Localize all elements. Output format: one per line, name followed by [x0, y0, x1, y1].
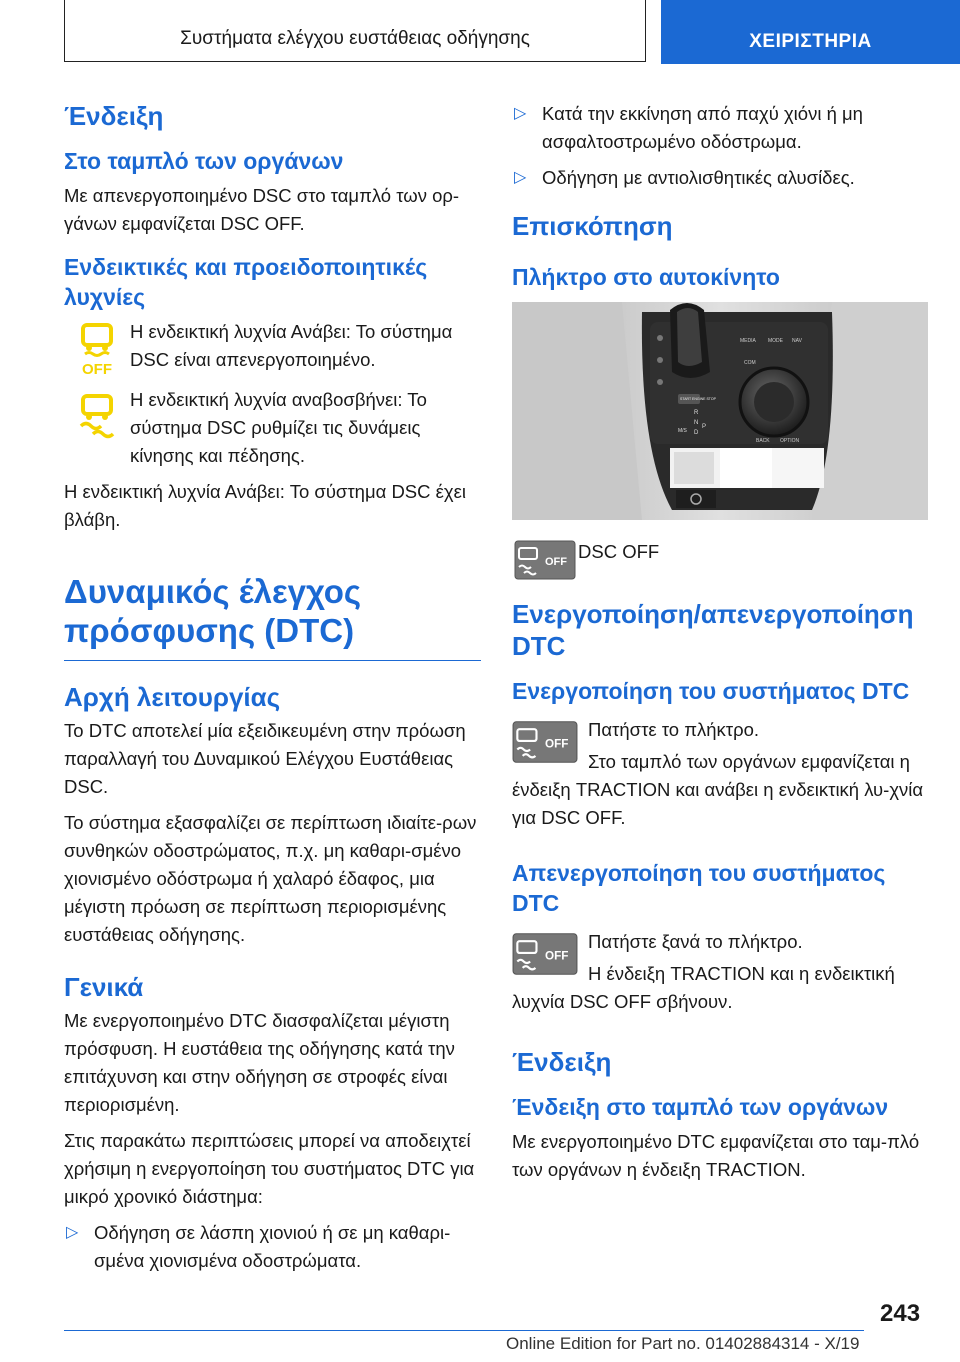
dsc-off-button-icon [512, 720, 578, 764]
section-tab[interactable]: ΧΕΙΡΙΣΤΗΡΙΑ [661, 0, 960, 64]
text-activate-2: Στο ταμπλό των οργάνων εμφανίζεται η ένδειξη TRACTION και ανάβει η ενδεικτική λυ-χνία για DSC OFF. [512, 751, 924, 828]
text-deactivate-2: Η ένδειξη TRACTION και η ενδεικτική λυχνία DSC OFF σβήνουν. [512, 963, 895, 1012]
condition-list-cont [512, 100, 928, 192]
heading-button-in-car: Πλήκτρο στο αυτοκίνητο [512, 264, 780, 290]
heading-instrument-cluster: Στο ταμπλό των οργάνων [64, 148, 344, 174]
bullet-triangle-icon: ▷ [514, 169, 527, 186]
page-number: 243 [880, 1300, 921, 1327]
lamp-text-1: Η ενδεικτική λυχνία Ανάβει: Το σύστημα DSC είναι απενεργοποιημένο. [130, 321, 453, 370]
heading-indication: Ένδειξη [64, 101, 164, 131]
text-general-1: Με ενεργοποιημένο DTC διασφαλίζεται μέγιστη πρόσφυση. Η ευστάθεια της οδήγησης κατά την επιτάχυνση και στην οδήγηση σε στροφές είναι περιορισμένη. [64, 1010, 455, 1115]
lamp-text-3: Η ενδεικτική λυχνία Ανάβει: Το σύστημα DSC έχει βλάβη. [64, 481, 466, 530]
page-header [0, 0, 960, 66]
svg-text:NAV: NAV [792, 338, 802, 344]
lamp-row-2 [64, 386, 481, 470]
heading-indication-2: Ένδειξη [512, 1047, 612, 1077]
svg-text:R: R [694, 410, 699, 416]
heading-principle: Αρχή λειτουργίας [64, 682, 281, 712]
text-activate-1: Πατήστε το πλήκτρο. [588, 719, 760, 740]
lamp-text-2: Η ενδεικτική λυχνία αναβοσβήνει: Το σύστημα DSC ρυθμίζει τις δυνάμεις κίνησης και πέδησης. [130, 389, 427, 466]
left-column [64, 100, 481, 1283]
svg-text:OPTION: OPTION [780, 438, 800, 444]
center-console-photo [512, 302, 928, 520]
dsc-off-lamp-icon [64, 318, 130, 378]
text-instrument-cluster: Με απενεργοποιημένο DSC στο ταμπλό των ορ-γάνων εμφανίζεται DSC OFF. [64, 185, 460, 234]
svg-text:OFF: OFF [82, 361, 112, 378]
dsc-off-button-icon [512, 538, 578, 580]
svg-text:OFF: OFF [545, 737, 569, 751]
svg-text:MEDIA: MEDIA [740, 338, 756, 344]
svg-text:N: N [694, 420, 699, 426]
bullet-triangle-icon: ▷ [514, 105, 527, 122]
heading-activation: Ενεργοποίηση/απενεργοποίηση DTC [512, 599, 914, 661]
dsc-off-button-row [512, 538, 928, 580]
heading-deactivate-dtc: Απενεργοποίηση του συστήματος DTC [512, 860, 886, 916]
svg-text:D: D [694, 430, 699, 436]
heading-warning-lamps: Ενδεικτικές και προειδοποιητικές λυχνίες [64, 254, 428, 310]
condition-list [64, 1219, 481, 1275]
svg-text:M/S: M/S [678, 428, 687, 434]
svg-text:P: P [702, 424, 707, 430]
text-principle-2: Το σύστημα εξασφαλίζει σε περίπτωση ιδιαίτε-ρων συνθηκών οδοστρώματος, π.χ. μη καθαρι-σμένο χιονισμένο οδόστρωμα ή χαλαρό έδαφος, μια μέγιστη πρόωση σε περίπτωση περιορισμένης ευστάθειας οδήγησης. [64, 812, 477, 945]
list-item: ▷ Κατά την εκκίνηση από παχύ χιόνι ή μη ασφαλτοστρωμένο οδόστρωμα. [512, 100, 928, 156]
svg-text:COM: COM [744, 360, 756, 366]
text-general-2: Στις παρακάτω περιπτώσεις μπορεί να αποδειχτεί χρήσιμη η ενεργοποίηση του συστήματος DTC για μικρό χρονικό διάστημα: [64, 1130, 475, 1207]
right-column [512, 100, 928, 1192]
list-item: ▷ Οδήγηση με αντιολισθητικές αλυσίδες. [512, 164, 928, 192]
bullet-triangle-icon: ▷ [66, 1224, 79, 1241]
header-title: Συστήματα ελέγχου ευστάθειας οδήγησης [180, 28, 530, 49]
dsc-off-label: DSC OFF [578, 541, 660, 562]
footer-edition: Online Edition for Part no. 01402884314 - X/19 [506, 1334, 860, 1353]
heading-dtc: Δυναμικός έλεγχος πρόσφυσης (DTC) [64, 572, 481, 661]
text-deactivate-1: Πατήστε ξανά το πλήκτρο. [588, 931, 803, 952]
svg-text:MODE: MODE [768, 338, 783, 344]
heading-general: Γενικά [64, 972, 144, 1002]
heading-activate-dtc: Ενεργοποίηση του συστήματος DTC [512, 678, 910, 704]
svg-text:BACK: BACK [756, 438, 770, 444]
svg-text:START ENGINE STOP: START ENGINE STOP [680, 397, 716, 401]
heading-indication-cluster: Ένδειξη στο ταμπλό των οργάνων [512, 1094, 889, 1120]
dsc-off-button-icon [512, 932, 578, 976]
footer-divider [64, 1330, 864, 1331]
heading-overview: Επισκόπηση [512, 211, 673, 241]
dsc-active-lamp-icon [64, 386, 130, 440]
svg-text:OFF: OFF [545, 556, 567, 568]
list-item: ▷ Οδήγηση σε λάσπη χιονιού ή σε μη καθαρι-σμένα χιονισμένα οδοστρώματα. [64, 1219, 481, 1275]
svg-text:OFF: OFF [545, 949, 569, 963]
text-indication-cluster: Με ενεργοποιημένο DTC εμφανίζεται στο ταμ-πλό των οργάνων η ένδειξη TRACTION. [512, 1131, 920, 1180]
lamp-row-1 [64, 318, 481, 378]
text-principle-1: Το DTC αποτελεί μία εξειδικευμένη στην πρόωση παραλλαγή του Δυναμικού Ελέγχου Ευστάθειας DSC. [64, 720, 466, 797]
